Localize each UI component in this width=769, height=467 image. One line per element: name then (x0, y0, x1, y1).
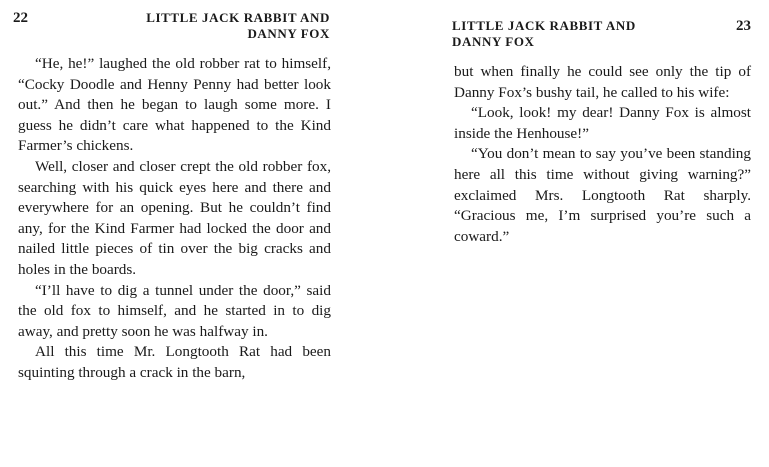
running-head-line-1: LITTLE JACK RABBIT AND (452, 18, 636, 33)
running-head-line-2: DANNY FOX (247, 26, 330, 41)
paragraph: All this time Mr. Longtooth Rat had been squinting through a crack in the barn, (18, 343, 331, 381)
paragraph: “He, he!” laughed the old robber rat to himself, “Cocky Doodle and Henny Penny had better look out.” And then he began to laugh some more. I guess he didn’t care what happened to the Kind Farmer’s chickens. (18, 55, 331, 155)
page-number: 23 (736, 18, 751, 34)
running-head-line-1: LITTLE JACK RABBIT AND (146, 10, 330, 25)
paragraph: “I’ll have to dig a tunnel under the door,” said the old fox to himself, and he started in to dig away, and pretty soon he was halfway in. (18, 281, 331, 340)
running-head (146, 10, 330, 42)
paragraph: but when finally he could see only the tip of Danny Fox’s bushy tail, he called to his wife: (454, 63, 751, 101)
running-head-line-2: DANNY FOX (452, 34, 535, 49)
body-text (18, 54, 331, 384)
left-page (0, 0, 384, 467)
page-number: 22 (13, 10, 28, 26)
running-head (452, 18, 636, 50)
paragraph: “You don’t mean to say you’ve been standing here all this time without giving warning?” exclaimed Mrs. Longtooth Rat sharply. “Gracious me, I’m surprised you’re such a coward.” (454, 145, 751, 245)
paragraph: Well, closer and closer crept the old robber fox, searching with his quick eyes here and there and everywhere for an opening. But he couldn’t find any, for the Kind Farmer had locked the door and nailed little pieces of tin over the big cracks and holes in the boards. (18, 157, 331, 278)
paragraph: “Look, look! my dear! Danny Fox is almost inside the Henhouse!” (454, 104, 751, 142)
body-text (454, 62, 751, 247)
right-page (384, 0, 769, 467)
